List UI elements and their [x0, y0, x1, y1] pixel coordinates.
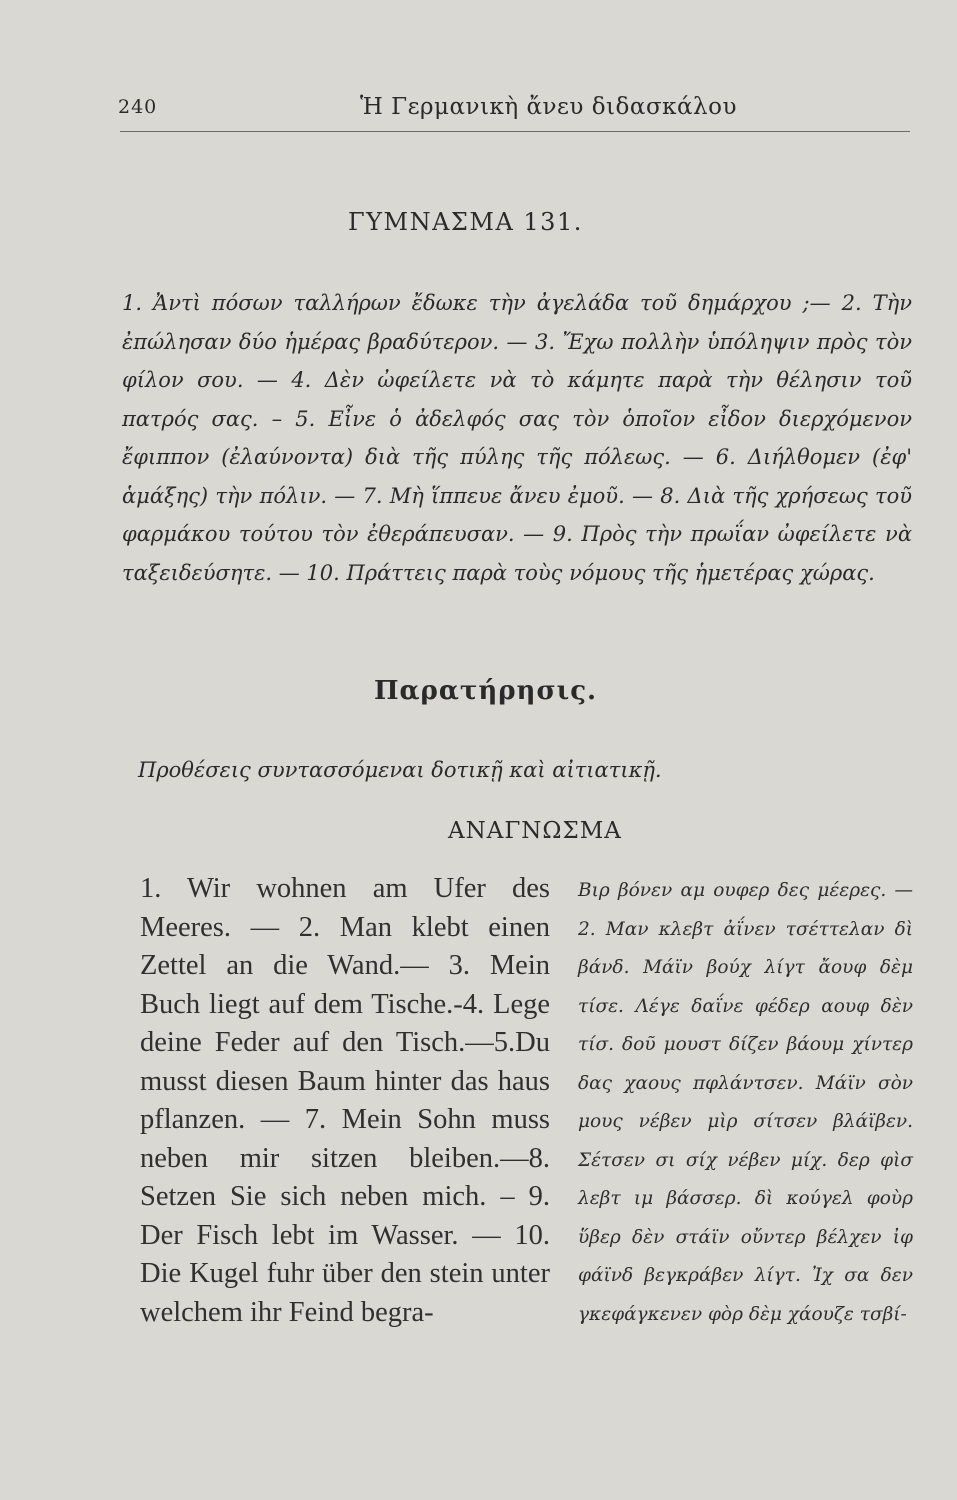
page-number: 240 — [118, 96, 158, 118]
exercise-text: 1. Ἀντὶ πόσων ταλλήρων ἔδωκε τὴν ἀγελάδα τοῦ δημάρχου ;— 2. Τὴν ἐπώλησαν δύο ἡμέρας βραδύτερον. — 3. Ἔχω πολλὴν ὑπόληψιν πρὸς τὸν φίλον σου. — 4. Δὲν ὠφείλετε νὰ τὸ κάμητε παρὰ τὴν θέλησιν τοῦ πατρός σας. – 5. Εἶνε ὁ ἀδελφός σας τὸν ὁποῖον εἶδον διερχόμενον ἔφιππον (ἐλαύνοντα) διὰ τῆς πύλης τῆς πόλεως. — 6. Διήλθομεν (ἐφ' ἁμάξης) τὴν πόλιν. — 7. Μὴ ἵππευε ἄνευ ἐμοῦ. — 8. Διὰ τῆς χρήσεως τοῦ φαρμάκου τούτου τὸν ἐθεράπευσαν. — 9. Πρὸς τὴν πρωΐαν ὠφείλετε νὰ ταξειδεύσητε. — 10. Πράττεις παρὰ τοὺς νόμους τῆς ἡμετέρας χώρας. — [122, 291, 912, 585]
page-header — [118, 96, 918, 128]
german-text-column: 1. Wir wohnen am Ufer des Meeres. — 2. Man klebt einen Zettel an die Wand.— 3. Mein Buch liegt auf dem Tische.-4. Lege deine Feder auf den Tisch.—5.Du musst diesen Baum hinter das haus pflanzen. — 7. Mein Sohn muss neben mir sitzen bleiben.—8. Setzen Sie sich neben mich. – 9. Der Fisch lebt im Wasser. — 10. Die Kugel fuhr über den stein unter welchem ihr Feind begra- — [140, 873, 550, 1328]
running-head: Ἡ Γερμανικὴ ἄνευ διδασκάλου — [360, 94, 737, 120]
notes-text: Προθέσεις συντασσόμεναι δοτικῇ καὶ αἰτιατικῇ. — [138, 758, 662, 782]
exercise-title: ΓΥΜΝΑΣΜΑ 131. — [348, 208, 583, 236]
reading-title: ΑΝΑΓΝΩΣΜΑ — [448, 818, 622, 844]
transliteration-column: Βιρ βόνεν αμ ουφερ δες μέερες. — 2. Μαν κλεβτ ἀΐνεν τσέττελαν δὶ βάνδ. Μάϊν βούχ λίγτ ἄουφ δὲμ τίσε. Λέγε δαΐνε φέδερ αουφ δὲν τίσ. δοῦ μουστ δίζεν βάουμ χίντερ δας χαους πφλάντσεν. Μάϊν σὸν μους νέβεν μὶρ σίτσεν βλάϊβεν. Σέτσεν σι σίχ νέβεν μίχ. δερ φὶσ λεβτ ιμ βάσσερ. δὶ κούγελ φοὺρ ὕβερ δὲν στάϊν οὔντερ βέλχεν ἰφ φάϊνδ βεγκράβεν λίγτ. Ἰχ σα δεν γκεφάγκενεν φὸρ δὲμ χάουζε τσβί- — [578, 880, 913, 1325]
notes-heading: Παρατήρησις. — [374, 676, 598, 706]
header-rule — [120, 131, 910, 132]
